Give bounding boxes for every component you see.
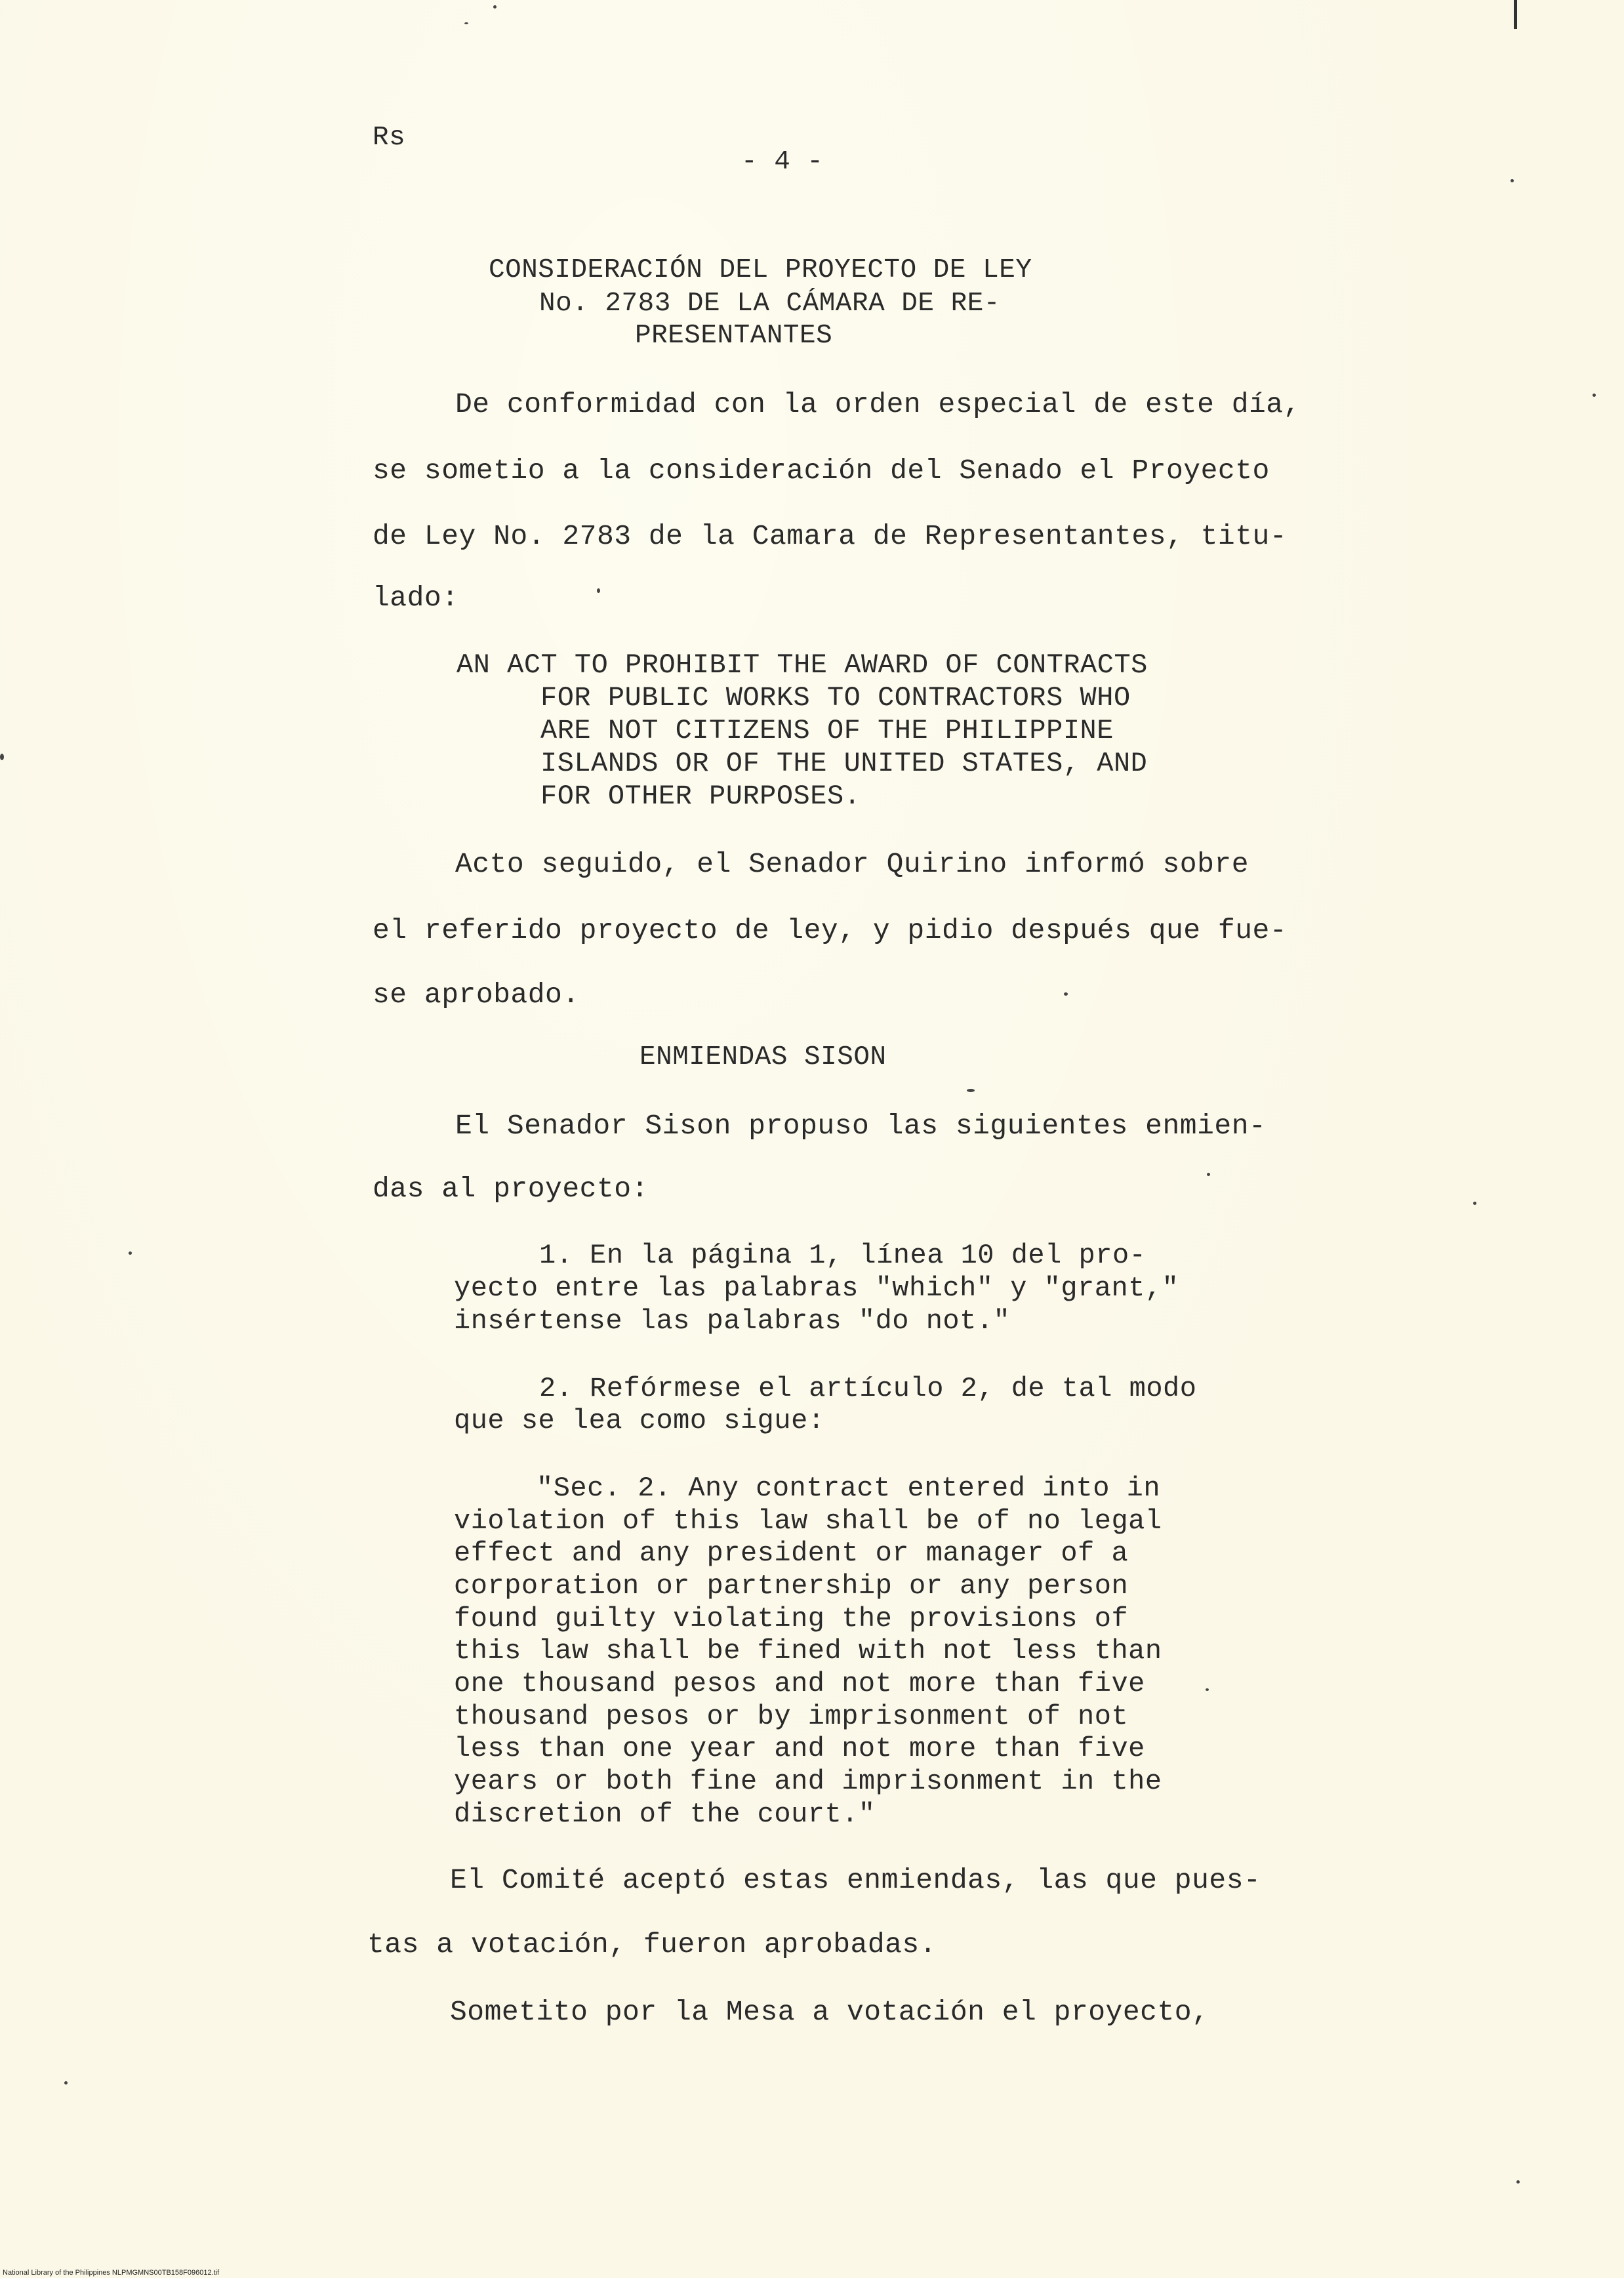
amendment1-line-1: 1. En la página 1, línea 10 del pro- — [539, 1240, 1147, 1271]
scan-speck — [129, 1251, 132, 1255]
para4-line-1: El Comité aceptó estas enmiendas, las que pues- — [450, 1864, 1261, 1896]
scan-speck — [1064, 992, 1068, 996]
section-quote-line-2: violation of this law shall be of no legal — [454, 1505, 1162, 1537]
scan-speck — [1207, 1173, 1210, 1176]
act-title-line-2: FOR PUBLIC WORKS TO CONTRACTORS WHO — [540, 682, 1131, 714]
section-quote-line-7: one thousand pesos and not more than five — [454, 1668, 1145, 1699]
para1-line-2: se sometio a la consideración del Senado el Proyecto — [373, 455, 1270, 487]
para2-line-1: Acto seguido, el Senador Quirino informó sobre — [455, 848, 1249, 880]
para5-line-1: Sometito por la Mesa a votación el proyecto, — [450, 1996, 1209, 2028]
section-quote-line-11: discretion of the court." — [454, 1799, 876, 1830]
section-quote-line-1: "Sec. 2. Any contract entered into in — [537, 1473, 1161, 1504]
scan-speck — [967, 1089, 975, 1092]
subheading: ENMIENDAS SISON — [639, 1042, 887, 1072]
typist-initials: Rs — [373, 123, 406, 153]
scan-speck — [1473, 1202, 1476, 1205]
act-title-line-1: AN ACT TO PROHIBIT THE AWARD OF CONTRACTS — [457, 649, 1148, 681]
scan-footer: National Library of the Philippines NLPMGMNS00TB158F096012.tif — [3, 2269, 220, 2277]
scan-speck — [464, 22, 468, 24]
scan-speck — [0, 754, 4, 760]
para4-line-2: tas a votación, fueron aprobadas. — [367, 1928, 937, 1961]
section-quote-line-10: years or both fine and imprisonment in the — [454, 1766, 1162, 1797]
act-title-line-5: FOR OTHER PURPOSES. — [540, 781, 861, 812]
scan-edge-mark — [1514, 0, 1517, 29]
act-title-line-4: ISLANDS OR OF THE UNITED STATES, AND — [540, 748, 1148, 779]
heading-line-3: PRESENTANTES — [635, 321, 833, 351]
para3-line-1: El Senador Sison propuso las siguientes enmien- — [455, 1110, 1267, 1142]
scan-speck — [1593, 394, 1596, 397]
scan-speck — [493, 5, 497, 9]
heading-line-2: No. 2783 DE LA CÁMARA DE RE- — [539, 289, 1000, 319]
para2-line-2: el referido proyecto de ley, y pidio después que fue- — [373, 914, 1288, 946]
para3-line-2: das al proyecto: — [373, 1173, 649, 1205]
para2-line-3: se aprobado. — [373, 979, 580, 1011]
section-quote-line-5: found guilty violating the provisions of — [454, 1603, 1129, 1635]
para1-line-1: De conformidad con la orden especial de este día, — [455, 388, 1301, 420]
scan-speck — [64, 2081, 68, 2085]
amendment2-line-2: que se lea como sigue: — [454, 1405, 825, 1436]
amendment1-line-2: yecto entre las palabras "which" y "grant," — [454, 1272, 1179, 1304]
heading-line-1: CONSIDERACIÓN DEL PROYECTO DE LEY — [489, 255, 1032, 285]
section-quote-line-6: this law shall be fined with not less than — [454, 1635, 1162, 1667]
section-quote-line-9: less than one year and not more than five — [454, 1733, 1145, 1764]
amendment1-line-3: insértense las palabras "do not." — [454, 1305, 1011, 1337]
scan-speck — [1516, 2180, 1520, 2184]
scan-speck — [1511, 179, 1514, 182]
section-quote-line-3: effect and any president or manager of a — [454, 1537, 1129, 1569]
page-number: - 4 - — [741, 147, 824, 177]
act-title-line-3: ARE NOT CITIZENS OF THE PHILIPPINE — [540, 715, 1114, 746]
para1-line-4: lado: — [373, 582, 459, 614]
para1-line-3: de Ley No. 2783 de la Camara de Representantes, titu- — [373, 520, 1288, 552]
amendment2-line-1: 2. Refórmese el artículo 2, de tal modo — [539, 1373, 1197, 1404]
scan-speck — [1206, 1688, 1209, 1691]
section-quote-line-4: corporation or partnership or any person — [454, 1570, 1129, 1602]
section-quote-line-8: thousand pesos or by imprisonment of not — [454, 1701, 1129, 1732]
scan-speck — [597, 588, 600, 593]
